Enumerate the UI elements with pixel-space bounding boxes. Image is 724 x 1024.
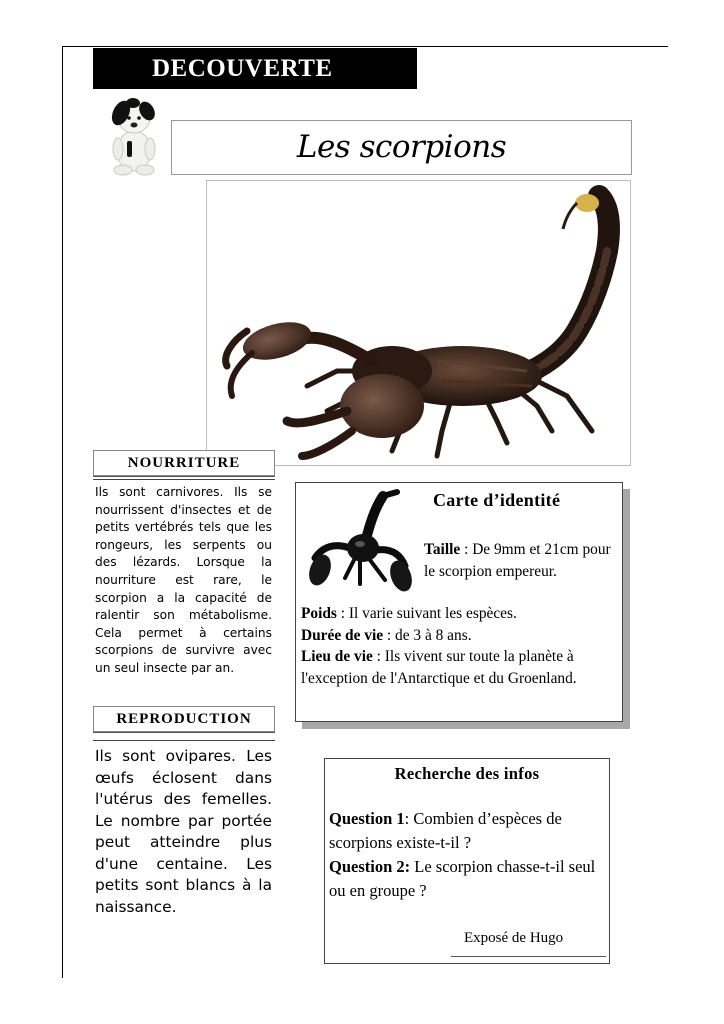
id-card [295, 482, 623, 722]
poids-label: Poids [301, 605, 337, 622]
question-2 [329, 855, 607, 903]
scorpion-photo [206, 180, 631, 466]
id-details [301, 603, 619, 689]
lieu-label: Lieu de vie [301, 648, 373, 665]
duree-value: : de 3 à 8 ans. [383, 626, 472, 644]
nourriture-rule [93, 479, 275, 480]
plush-dog-icon [103, 91, 165, 177]
question-2-text: Le scorpion chasse-t-il seul ou en groupe ? [329, 857, 596, 900]
research-title: Recherche des infos [394, 764, 540, 783]
lieu-value: : Ils vivent sur toute la planète à l'exception de l'Antarctique et du Groenland. [301, 648, 577, 687]
poids-value: : Il varie suivant les espèces. [336, 605, 517, 622]
author-credit: Exposé de Hugo [464, 930, 564, 946]
id-card-title: Carte d’identité [433, 490, 561, 510]
reproduction-rule [93, 740, 275, 741]
page-title: Les scorpions [296, 129, 507, 165]
research-box [324, 758, 610, 964]
id-duree [301, 625, 619, 647]
id-taille [424, 539, 616, 582]
nourriture-text: Ils sont carnivores. Ils se nourrissent d'insectes et de petits vertébrés tels que les rongeurs, les serpents ou des lézards. Lorsque la nourriture est rare, le scorpion a la capacité de ralentir son métabolisme. Cela permet à certains scorpions de survivre avec un seul insecte par an. [95, 485, 272, 675]
research-questions [329, 807, 607, 903]
nourriture-label: NOURRITURE [93, 450, 275, 476]
question-2-label: Question 2: [329, 857, 411, 876]
taille-value: : De 9mm et 21cm pour le scorpion empereur. [424, 541, 611, 580]
reproduction-text: Ils sont ovipares. Les œufs éclosent dans l'utérus des femelles. Le nombre par portée peut atteindre plus d'une centaine. Les petits sont blancs à la naissance. [95, 747, 272, 916]
id-lieu [301, 646, 619, 689]
black-scorpion-photo [305, 488, 418, 596]
duree-label: Durée de vie [301, 626, 384, 644]
title-box [171, 120, 632, 175]
top-rule [62, 46, 668, 47]
reproduction-label: REPRODUCTION [93, 706, 275, 732]
question-1-label: Question 1 [329, 809, 405, 828]
question-1-text: : Combien d’espèces de scorpions existe-t-il ? [329, 809, 562, 852]
id-poids [301, 603, 619, 625]
question-1 [329, 807, 607, 855]
author-rule [451, 956, 606, 957]
section-banner: DECOUVERTE [93, 48, 417, 89]
taille-label: Taille [424, 541, 461, 558]
left-rule [62, 46, 63, 978]
